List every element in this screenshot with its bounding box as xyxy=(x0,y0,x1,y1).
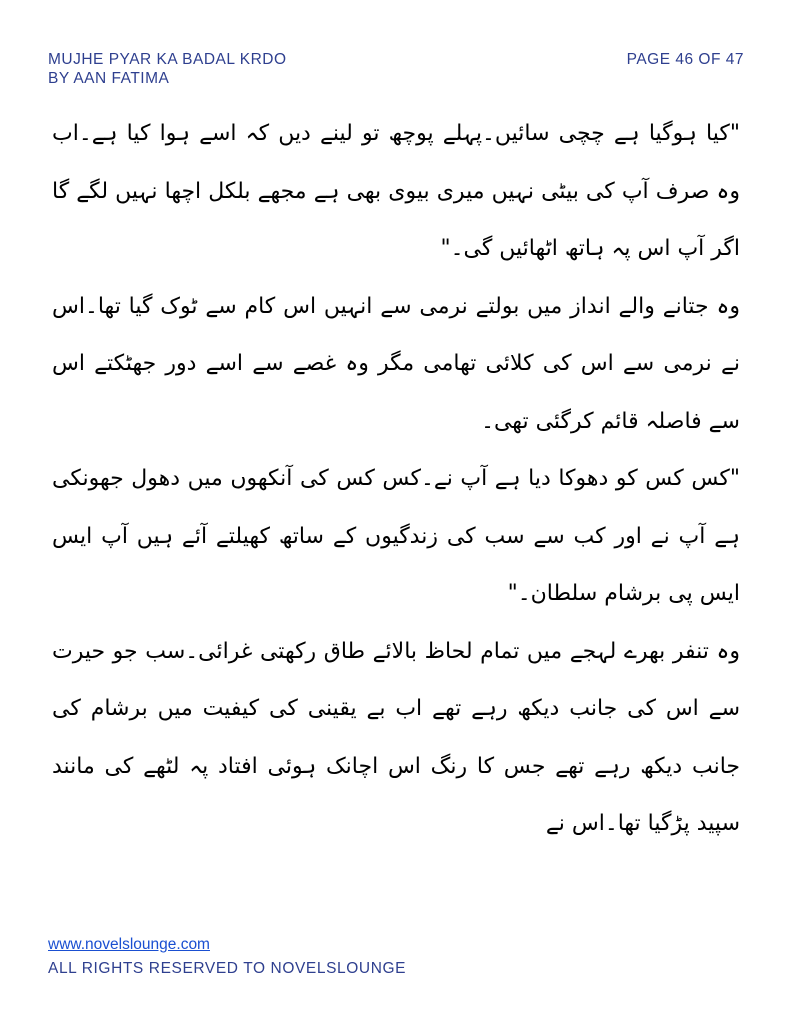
paragraph: "کیا ہوگیا ہے چچی سائیں۔پہلے پوچھ تو لینے دیں کہ اسے ہوا کیا ہے۔اب وہ صرف آپ کی بیٹی نہیں میری بیوی بھی ہے مجھے بلکل اچھا نہیں لگے گا اگر آپ اس پہ ہاتھ اٹھائیں گی۔" xyxy=(52,121,740,261)
website-link[interactable]: www.novelslounge.com xyxy=(48,936,210,953)
document-body xyxy=(52,105,740,853)
paragraph: وہ تنفر بھرے لہجے میں تمام لحاظ بالائے طاق رکھتی غرائی۔سب جو حیرت سے اس کی جانب دیکھ رہے تھے اب بے یقینی کی کیفیت میں برشام کی جانب دیکھ رہے تھے جس کا رنگ اس اچانک ہوئی افتاد پہ لٹھے کی مانند سپید پڑگیا تھا۔اس نے xyxy=(52,638,740,836)
paragraph: وہ جتانے والے انداز میں بولتے نرمی سے انہیں اس کام سے ٹوک گیا تھا۔اس نے نرمی سے اس کی کلائی تھامی مگر وہ غصے سے اسے دور جھٹکتے اس سے فاصلہ قائم کرگئی تھی۔ xyxy=(52,293,740,434)
document-header-left xyxy=(48,50,287,88)
paragraph: "کس کس کو دھوکا دیا ہے آپ نے۔کس کس کی آنکھوں میں دھول جھونکی ہے آپ نے اور کب سے سب کی زندگیوں کے ساتھ کھیلتے آئے ہیں آپ ایس ایس پی برشام سلطان۔" xyxy=(52,466,740,606)
document-footer xyxy=(48,935,406,979)
author-name: BY AAN FATIMA xyxy=(48,70,170,87)
novel-title: MUJHE PYAR KA BADAL KRDO xyxy=(48,51,287,68)
rights-notice: ALL RIGHTS RESERVED TO NOVELSLOUNGE xyxy=(48,960,407,977)
page-number: PAGE 46 OF 47 xyxy=(626,51,744,68)
